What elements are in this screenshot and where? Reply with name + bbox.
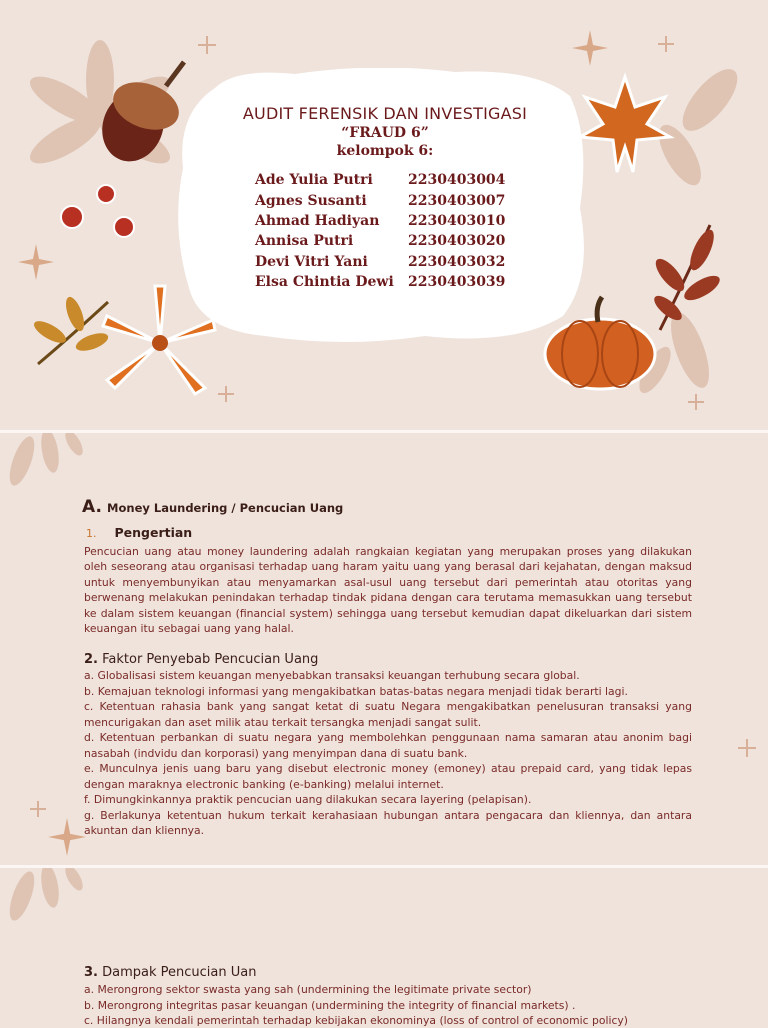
member-row xyxy=(255,231,505,251)
sparkle-icon xyxy=(658,36,674,52)
presentation-title: AUDIT FERENSIK DAN INVESTIGASI xyxy=(242,104,528,123)
list-item: b. Kemajuan teknologi informasi yang mengakibatkan batas-batas negara menjadi tidak berarti lagi. xyxy=(84,684,628,698)
member-name: Ahmad Hadiyan xyxy=(255,212,380,229)
maple-leaf-icon xyxy=(575,72,675,182)
member-row xyxy=(255,170,505,190)
member-nim: 2230403020 xyxy=(408,233,506,250)
member-nim: 2230403007 xyxy=(408,192,506,209)
list-item: a. Merongrong sektor swasta yang sah (undermining the legitimate private sector) xyxy=(84,983,532,996)
title-slide xyxy=(0,0,768,430)
list-item: f. Dimungkinkannya praktik pencucian uang dilakukan secara layering (pelapisan). xyxy=(84,793,532,806)
member-row xyxy=(255,211,505,231)
sparkle-icon xyxy=(218,386,234,402)
member-name: Agnes Susanti xyxy=(255,192,367,209)
list-item: c. Ketentuan rahasia bank yang sangat ketat di suatu Negara mengakibatkan penelusuran transaksi yang mencurigakan dan aset milik atau terkait tersangka menjadi sangat sulit. xyxy=(84,700,692,729)
item3-heading xyxy=(84,965,256,980)
list-item: e. Munculnya jenis uang baru yang disebut electronic money (emoney) atau prepaid card, yang tidak lepas dengan maraknya electronic banking (e-banking) melalui internet. xyxy=(84,762,692,791)
star-icon xyxy=(572,30,608,66)
member-name: Annisa Putri xyxy=(255,233,354,250)
member-row xyxy=(255,272,505,292)
pale-leaf-decoration xyxy=(0,433,90,493)
star-icon xyxy=(48,818,86,856)
item1-title: Pengertian xyxy=(114,525,193,540)
sparkle-icon xyxy=(198,36,216,54)
member-list xyxy=(255,170,505,292)
member-row xyxy=(255,252,505,272)
member-name: Ade Yulia Putri xyxy=(255,172,373,189)
list-item: g. Berlakunya ketentuan hukum terkait kerahasiaan hubungan antara pengacara dan kliennya, dan antara akuntan dan kliennya. xyxy=(84,808,692,837)
member-nim: 2230403010 xyxy=(408,212,506,229)
item2-title: Faktor Penyebab Pencucian Uang xyxy=(102,652,319,667)
member-nim: 2230403004 xyxy=(408,172,506,189)
content-slide xyxy=(0,868,768,1028)
acorn-icon xyxy=(88,58,188,178)
member-name: Elsa Chintia Dewi xyxy=(255,274,394,291)
berries-icon xyxy=(58,182,143,242)
list-item: a. Globalisasi sistem keuangan menyebabkan transaksi keuangan terhubung secara global. xyxy=(84,669,580,682)
star-icon xyxy=(18,244,54,280)
presentation-subtitle: “FRAUD 6” xyxy=(341,125,429,141)
section-heading xyxy=(82,497,343,517)
list-item: b. Merongrong integritas pasar keuangan (undermining the integrity of financial markets) . xyxy=(84,998,576,1012)
star-leaf-icon xyxy=(95,278,225,408)
pale-leaf-decoration xyxy=(0,868,90,928)
list-item: d. Ketentuan perbankan di suatu negara yang membolehkan penggunaan nama samaran atau anonim bagi nasabah (indvidu dan korporasi) yang menyimpan dana di suatu bank. xyxy=(84,731,692,760)
content-slide xyxy=(0,433,768,865)
factor-list xyxy=(84,668,692,839)
item3-title: Dampak Pencucian Uan xyxy=(102,965,257,980)
title-block xyxy=(200,104,570,159)
member-nim: 2230403039 xyxy=(408,274,506,291)
member-nim: 2230403032 xyxy=(408,253,506,270)
definition-paragraph: Pencucian uang atau money laundering adalah rangkaian kegiatan yang merupakan proses yang dilakukan oleh seseorang atau organisasi terhadap uang haram yaitu uang yang berasal dari kejahatan, dengan maksud untuk menyembunyikan atau menyamarkan asal-usul uang tersebut dari pemerintah atau otoritas yang berwenang melakukan penindakan terhadap tindak pidana dengan cara terutama memasukkan uang tersebut ke dalam sistem keuangan (financial system) sehingga uang tersebut kemudian dapat dikeluarkan dari sistem keuangan itu sebagai uang yang halal. xyxy=(84,545,692,636)
item1-number: 1. xyxy=(86,527,97,540)
section-title: Money Laundering / Pencucian Uang xyxy=(107,501,344,515)
item1-heading xyxy=(86,525,192,540)
sparkle-icon xyxy=(30,801,46,817)
item2-number: 2. xyxy=(84,652,98,667)
group-label: kelompok 6: xyxy=(336,143,434,159)
sparkle-icon xyxy=(688,394,704,410)
sparkle-icon xyxy=(738,739,756,757)
list-item: c. Hilangnya kendali pemerintah terhadap kebijakan ekonominya (loss of control of economic policy) xyxy=(84,1014,629,1027)
item3-number: 3. xyxy=(84,965,98,980)
member-row xyxy=(255,190,505,210)
impact-list xyxy=(84,982,692,1028)
section-letter: A. xyxy=(82,497,102,517)
member-name: Devi Vitri Yani xyxy=(255,253,368,270)
item2-heading xyxy=(84,652,318,667)
pumpkin-icon xyxy=(540,292,660,392)
